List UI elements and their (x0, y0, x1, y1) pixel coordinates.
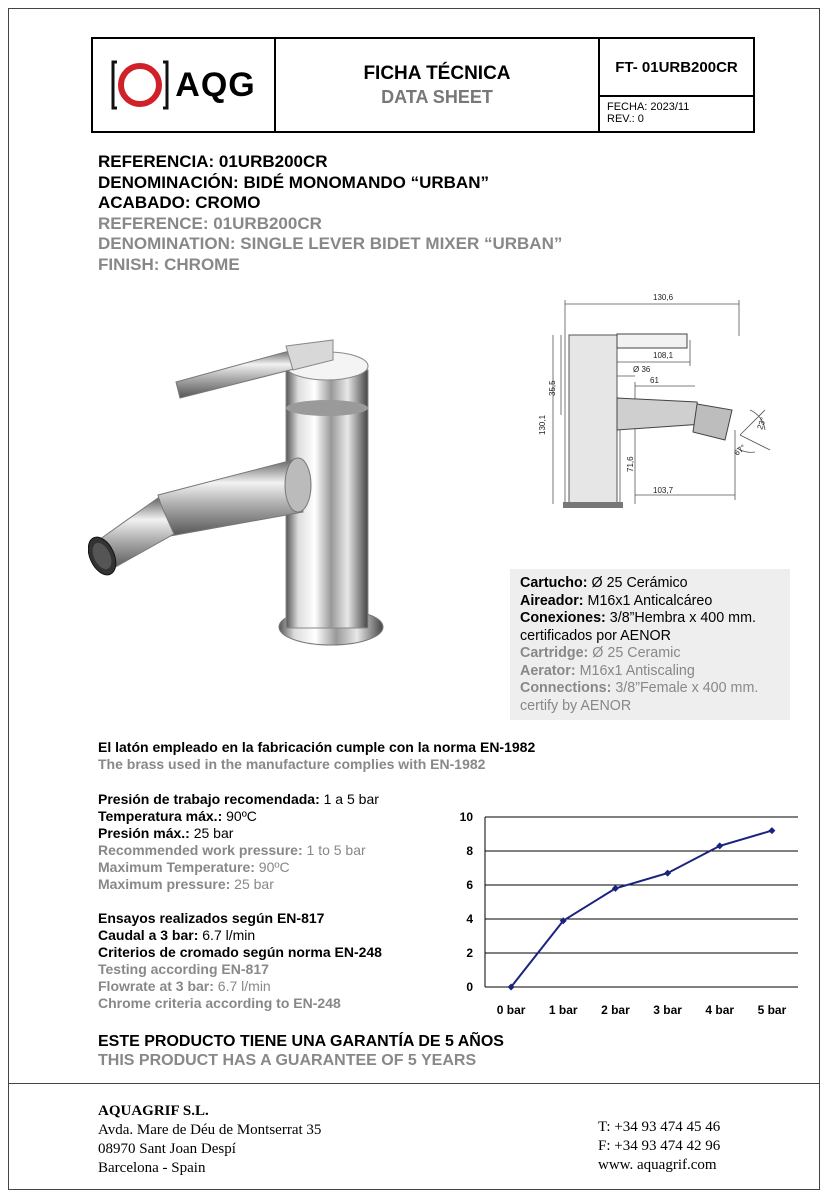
address-line-2: 08970 Sant Joan Despí (98, 1141, 236, 1157)
ref-cell (600, 39, 753, 131)
title-es: FICHA TÉCNICA (363, 62, 511, 84)
logo-ring-icon (111, 58, 169, 112)
x-tick-label: 1 bar (548, 1003, 578, 1017)
flow-pressure-chart (440, 800, 810, 1030)
brass-statement (98, 739, 535, 773)
dim-108-1: 108,1 (653, 351, 674, 360)
pressure-recommended-en: Recommended work pressure: 1 to 5 bar (98, 842, 366, 858)
dim-angle-67: 67° (732, 442, 748, 458)
dim-130-1: 130,1 (538, 414, 547, 435)
footer-divider (9, 1083, 819, 1084)
product-spec (98, 152, 562, 275)
phone: T: +34 93 474 45 46 (598, 1119, 721, 1135)
info-certified-es: certificados por AENOR (520, 627, 671, 644)
info-aerator-es: Aireador: M16x1 Anticalcáreo (520, 592, 713, 609)
fax: F: +34 93 474 42 96 (598, 1138, 721, 1154)
brass-en: The brass used in the manufacture complies with EN-1982 (98, 756, 486, 772)
spec-en-ref: REFERENCE: 01URB200CR (98, 213, 322, 233)
y-tick-label: 10 (459, 810, 473, 824)
test-specs (98, 910, 382, 1012)
logo-cell (93, 39, 276, 131)
x-tick-label: 0 bar (496, 1003, 526, 1017)
y-tick-label: 2 (466, 946, 473, 960)
guarantee-es: ESTE PRODUCTO TIENE UNA GARANTÍA DE 5 AÑOS (98, 1033, 504, 1050)
spec-es-finish: ACABADO: CROMO (98, 193, 261, 212)
data-point (664, 870, 671, 877)
x-tick-label: 4 bar (705, 1003, 735, 1017)
pressure-max-en: Maximum pressure: 25 bar (98, 876, 274, 892)
temperature-max-es: Temperatura máx.: 90ºC (98, 808, 257, 824)
company-name: AQUAGRIF S.L. (98, 1103, 209, 1119)
info-certified-en: certify by AENOR (520, 697, 632, 714)
dim-diameter-36: Ø 36 (633, 365, 651, 374)
company-address (98, 1102, 321, 1178)
info-aerator-en: Aerator: M16x1 Antiscaling (520, 662, 695, 679)
x-tick-label: 2 bar (601, 1003, 630, 1017)
address-line-1: Avda. Mare de Déu de Montserrat 35 (98, 1122, 322, 1138)
spec-es-denomination: DENOMINACIÓN: BIDÉ MONOMANDO “URBAN” (98, 172, 489, 192)
x-tick-label: 3 bar (653, 1003, 682, 1017)
chrome-criteria-en: Chrome criteria according to EN-248 (98, 995, 341, 1011)
data-point (768, 827, 775, 834)
tests-es: Ensayos realizados según EN-817 (98, 910, 325, 926)
spec-es-ref: REFERENCIA: 01URB200CR (98, 152, 328, 171)
logo-text: AQG (175, 65, 256, 104)
dim-35-5: 35,5 (548, 380, 557, 396)
dim-103-7: 103,7 (653, 486, 674, 495)
spec-en-finish: FINISH: CHROME (98, 254, 240, 274)
doc-date: FECHA: 2023/11 (607, 101, 690, 113)
y-tick-label: 4 (466, 912, 473, 926)
header-table (91, 37, 755, 133)
aqg-logo (111, 58, 255, 112)
guarantee-statement (98, 1032, 504, 1070)
doc-revision: REV.: 0 (607, 113, 644, 125)
spec-en-denomination: DENOMINATION: SINGLE LEVER BIDET MIXER “URBAN” (98, 234, 563, 253)
flowrate-es: Caudal a 3 bar: 6.7 l/min (98, 927, 256, 943)
dim-61: 61 (650, 376, 659, 385)
info-connections-es: Conexiones: 3/8”Hembra x 400 mm. (520, 610, 756, 626)
data-point (716, 842, 723, 849)
address-line-3: Barcelona - Spain (98, 1160, 206, 1176)
website-link[interactable]: www. aquagrif.com (598, 1157, 717, 1173)
component-info-box (510, 569, 790, 720)
tests-en: Testing according EN-817 (98, 961, 269, 977)
temperature-max-en: Maximum Temperature: 90ºC (98, 859, 290, 875)
dim-angle-23: 23° (755, 416, 769, 431)
y-tick-label: 0 (466, 980, 473, 994)
company-contact (598, 1118, 720, 1175)
info-connections-en: Connections: 3/8”Female x 400 mm. (520, 680, 759, 696)
brass-es: El latón empleado en la fabricación cumple con la norma EN-1982 (98, 739, 536, 755)
pressure-max-es: Presión máx.: 25 bar (98, 825, 234, 841)
dim-130-6: 130,6 (653, 293, 674, 302)
doc-code: FT- 01URB200CR (600, 39, 753, 97)
dim-71-6: 71,6 (626, 456, 635, 472)
pressure-recommended-es: Presión de trabajo recomendada: 1 a 5 bar (98, 791, 379, 807)
guarantee-en: THIS PRODUCT HAS A GUARANTEE OF 5 YEARS (98, 1052, 477, 1069)
x-tick-label: 5 bar (757, 1003, 787, 1017)
chrome-criteria-es: Criterios de cromado según norma EN-248 (98, 944, 382, 960)
y-tick-label: 8 (466, 844, 473, 858)
series-line (511, 831, 772, 987)
pressure-specs (98, 791, 379, 893)
title-en: DATA SHEET (381, 86, 493, 107)
info-cartridge-es: Cartucho: Ø 25 Cerámico (520, 575, 688, 591)
y-tick-label: 6 (466, 878, 473, 892)
flowrate-en: Flowrate at 3 bar: 6.7 l/min (98, 978, 271, 994)
product-photo (88, 320, 398, 670)
doc-meta (600, 97, 753, 125)
technical-drawing (525, 290, 780, 515)
title-cell (276, 39, 600, 131)
info-cartridge-en: Cartridge: Ø 25 Ceramic (520, 645, 681, 661)
